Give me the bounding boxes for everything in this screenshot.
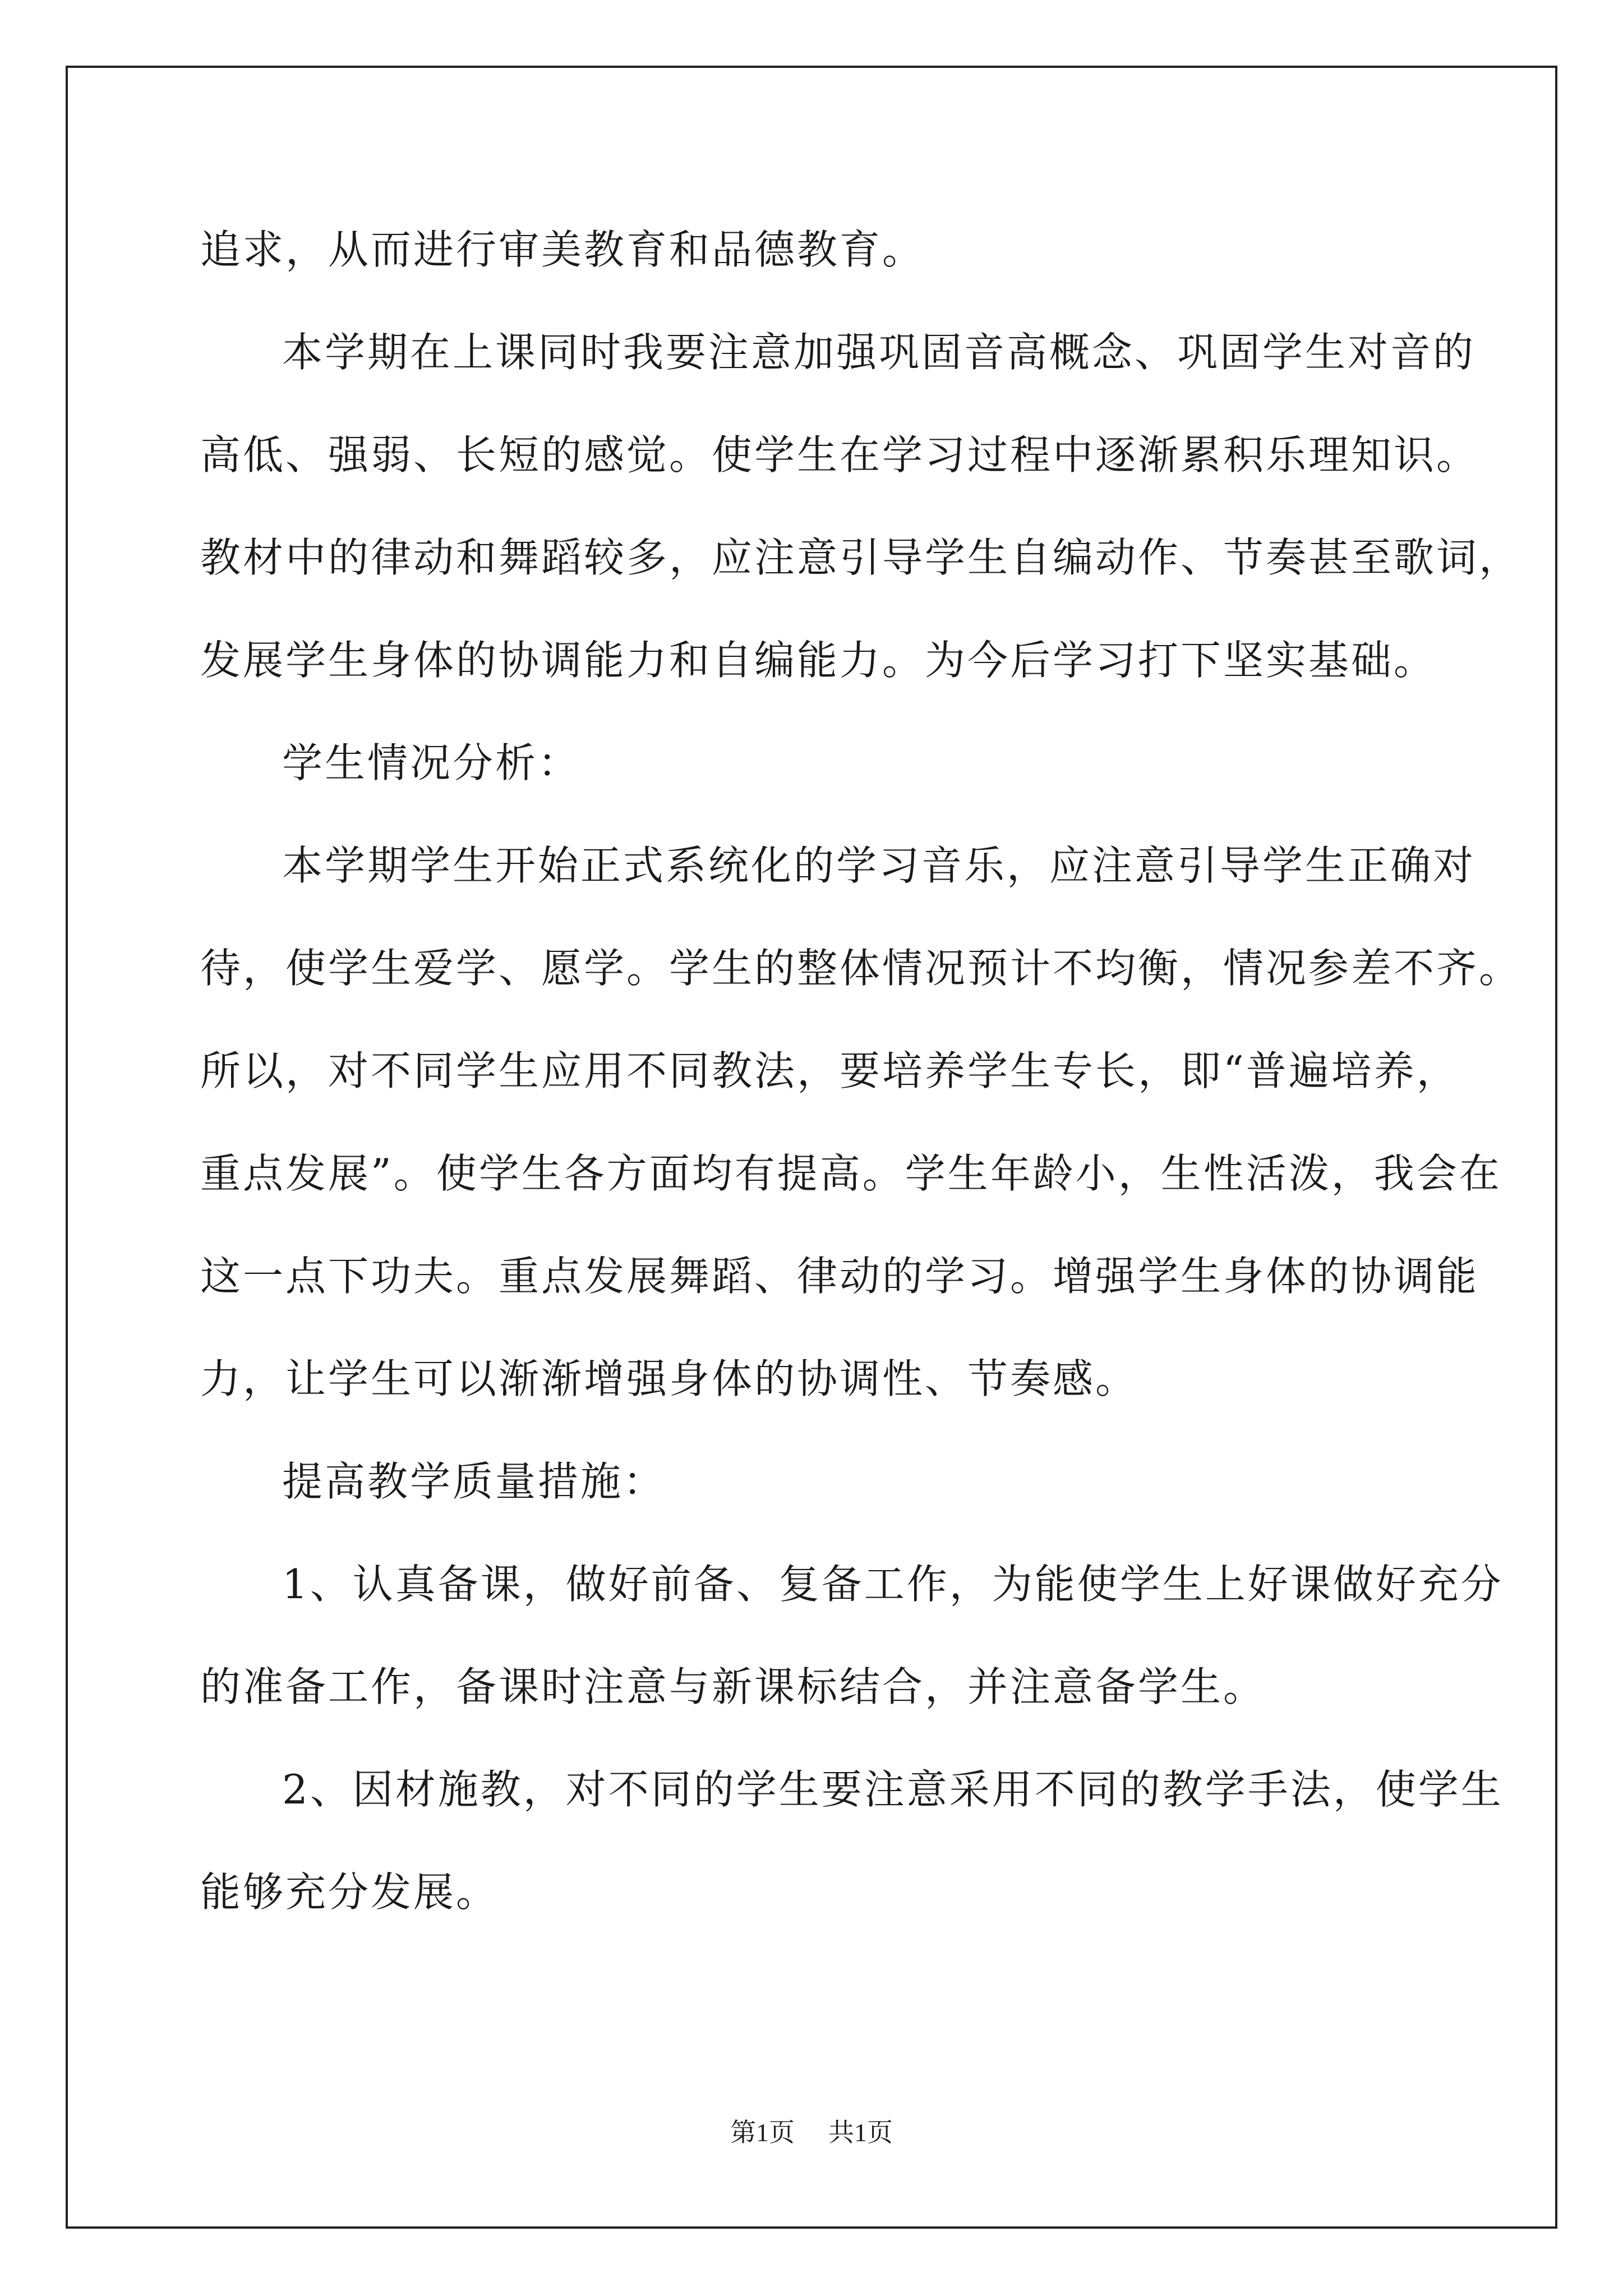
text-line: 本学期在上课同时我要注意加强巩固音高概念、巩固学生对音的 bbox=[282, 329, 1476, 376]
text-line: 2、因材施教，对不同的学生要注意采用不同的教学手法，使学生 bbox=[282, 1766, 1504, 1813]
text-line: 教材中的律动和舞蹈较多，应注意引导学生自编动作、节奏甚至歌词， bbox=[200, 534, 1522, 581]
page-number: 第1页 bbox=[730, 2118, 795, 2147]
text-line: 能够充分发展。 bbox=[200, 1869, 499, 1916]
section-heading: 提高教学质量措施： bbox=[282, 1458, 666, 1505]
text-line: 1、认真备课，做好前备、复备工作，为能使学生上好课做好充分 bbox=[282, 1561, 1504, 1608]
text-line: 追求，从而进行审美教育和品德教育。 bbox=[200, 226, 925, 273]
text-line: 力，让学生可以渐渐增强身体的协调性、节奏感。 bbox=[200, 1355, 1138, 1402]
text-line: 重点发展”。使学生各方面均有提高。学生年龄小，生性活泼，我会在 bbox=[200, 1150, 1502, 1197]
text-line: 发展学生身体的协调能力和自编能力。为今后学习打下坚实基础。 bbox=[200, 637, 1437, 684]
page-total: 共1页 bbox=[828, 2118, 893, 2147]
text-line: 的准备工作，备课时注意与新课标结合，并注意备学生。 bbox=[200, 1663, 1266, 1710]
text-line: 高低、强弱、长短的感觉。使学生在学习过程中逐渐累积乐理知识。 bbox=[200, 431, 1479, 478]
text-line: 待，使学生爱学、愿学。学生的整体情况预计不均衡，情况参差不齐。 bbox=[200, 945, 1522, 992]
text-line: 这一点下功夫。重点发展舞蹈、律动的学习。增强学生身体的协调能 bbox=[200, 1253, 1479, 1300]
document-body bbox=[200, 210, 1522, 1955]
section-heading: 学生情况分析： bbox=[282, 739, 581, 786]
text-line: 所以，对不同学生应用不同教法，要培养学生专长，即“普遍培养， bbox=[200, 1047, 1459, 1094]
page-footer bbox=[0, 2116, 1623, 2150]
text-line: 本学期学生开始正式系统化的学习音乐，应注意引导学生正确对 bbox=[282, 842, 1476, 889]
